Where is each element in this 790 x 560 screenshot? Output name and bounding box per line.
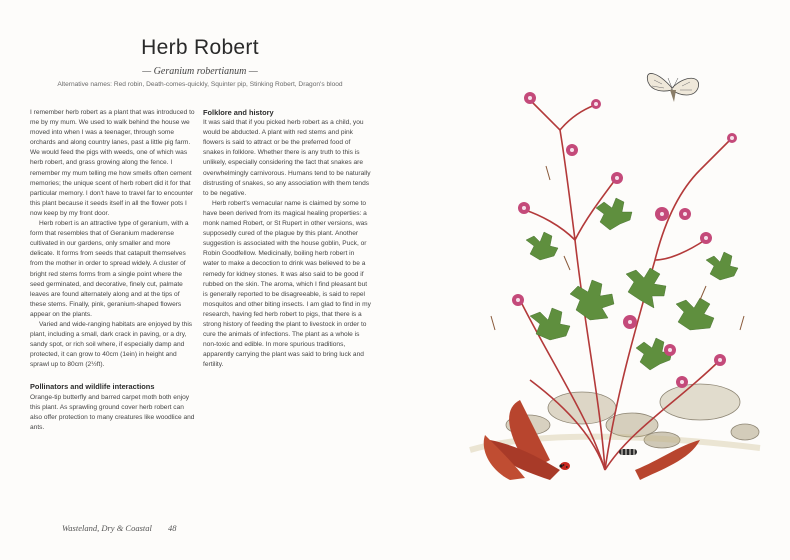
section-name: Wasteland, Dry & Coastal: [62, 523, 152, 533]
flower-icon: [679, 208, 691, 220]
flower-icon: [727, 133, 737, 143]
latin-name: — Geranium robertianum —: [142, 66, 258, 77]
page-title: Herb Robert: [141, 36, 259, 59]
right-page: [400, 0, 790, 560]
herb-robert-illustration: [400, 0, 790, 560]
page-number: 48: [168, 523, 177, 533]
right-column: [203, 108, 371, 370]
flower-icon: [676, 376, 688, 388]
paragraph: Orange-tip butterfly and barred carpet moth both enjoy this plant. As sprawling ground cover herb robert can also offer protection to many creatures like woodlice and ants.: [30, 393, 195, 431]
flower-icon: [611, 172, 623, 184]
flower-icon: [518, 202, 530, 214]
paragraph: Herb robert is an attractive type of geranium, with a form that resembles that of Geranium maderense cultivated in our gardens, only smaller and more delicate. It forms from seeds that catapult themselves from the mother in order to spread widely. A cluster of bright red stems forms from a single point where the seed germinated, and decorative, finely cut, palmate leaves are found alternately along and at the tips of these stems. Finally, pink, geranium-shaped flowers appear on the plants.: [30, 220, 189, 318]
flower-icon: [700, 232, 712, 244]
left-column: [30, 108, 196, 433]
flower-icon: [591, 99, 601, 109]
paragraph: Herb robert's vernacular name is claimed by some to have been derived from its magical healing properties: a monk named Robert, or St Rupert in other versions, was supposedly cured of the plague by this plant. Another suggestion is associated with the house goblin, Puck, or Robin Goodfellow. Medicinally, boiling herb robert in water to make a decoction to drink was believed to be a remedy for kidney stones. It was also said to be good if rubbed on the skin. The aroma, which I find pleasant but is generally reported to be disagreeable, is said to repel mosquitos and other biting insects. I am glad to find in my research, having fed herb robert to pigs, that there is a strong history of feeding the plant to livestock in order to cure the animals of infections. The plant as a whole is non-toxic and edible. In more spurious traditions, apparently carrying the plant was said to bring luck and fertility.: [203, 199, 371, 369]
flower-icon: [655, 207, 669, 221]
flower-icon: [566, 144, 578, 156]
paragraph: Varied and wide-ranging habitats are enjoyed by this plant, including a small, dark crack in paving, or a dry, sandy spot, or rich soil where, if especially damp and protected, it can grow to 40cm (1ein) in height and sprawl up to 80cm (2½ft).: [30, 320, 193, 369]
alternative-names: Alternative names: Red robin, Death-comes-quickly, Squinter pip, Stinking Robert, Dragon's blood: [57, 81, 343, 88]
flower-icon: [664, 344, 676, 356]
flower-icon: [524, 92, 536, 104]
flower-icon: [714, 354, 726, 366]
ladybird-icon: [559, 462, 570, 470]
flower-icon: [512, 294, 524, 306]
flower-icon: [623, 315, 637, 329]
moth-icon: [647, 73, 698, 102]
paragraph: It was said that if you picked herb robert as a child, you would be abducted. A plant with red stems and pink flowers is said to attract or be the preferred food of snakes in folklore. Whether there is any truth to this is unlikely, especially considering the fact that snakes are overwhelmingly carnivorous. Humans tend to be naturally distrusting of snakes, so any association with them tends to be negative.: [203, 119, 371, 197]
paragraph: I remember herb robert as a plant that was introduced to me by my mum. We used to walk behind the house we moved into when I was a teenager, through some orchards and along country lanes, past a little pig farm. We would feed the pigs with weeds, one of which was herb robert, and grass growing along the fence. I remember my mum telling me how smells often cement memories; the unique scent of herb robert did it for that particular memory. I don't have to travel far to encounter this plant because it seeds itself in all the flower pots I now keep by my front door.: [30, 109, 195, 217]
page-footer: [62, 523, 362, 533]
pollinators-heading: Pollinators and wildlife interactions: [30, 382, 155, 392]
folklore-heading: Folklore and history: [203, 108, 274, 117]
caterpillar-icon: [619, 449, 637, 455]
